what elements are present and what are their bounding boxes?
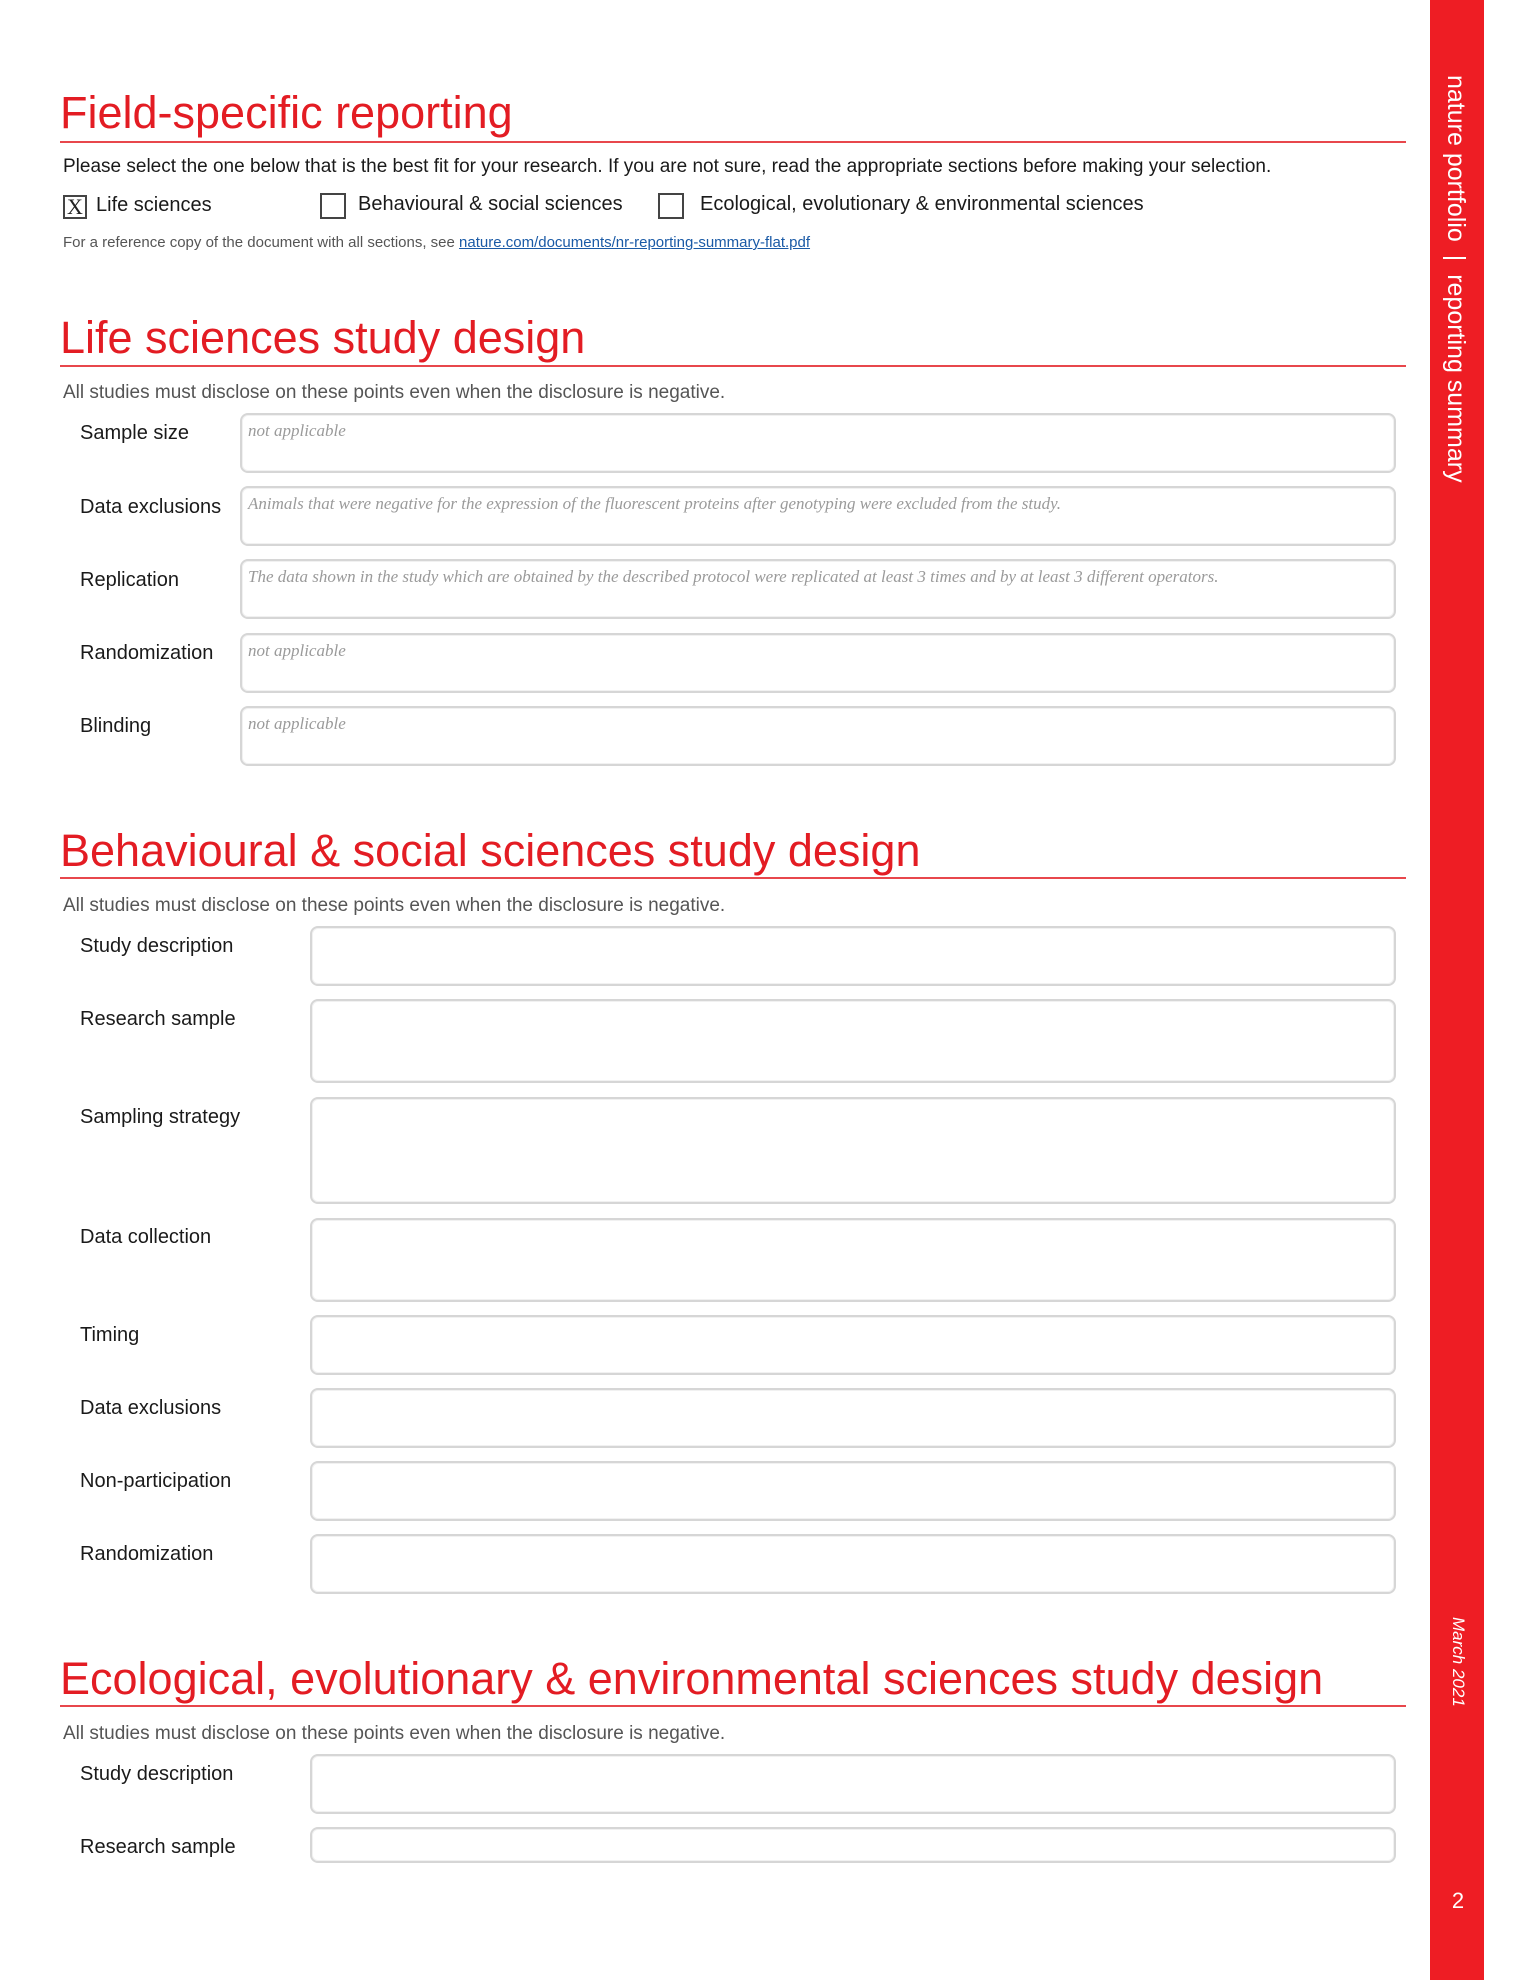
field-label-replication: Replication <box>80 569 179 591</box>
study-description-field[interactable] <box>310 926 1396 986</box>
section-title-ecological: Ecological, evolutionary & environmental sciences study design <box>60 1653 1324 1704</box>
field-label-study-description: Study description <box>80 935 234 957</box>
section-divider <box>60 365 1406 367</box>
field-label-non-participation: Non-participation <box>80 1470 232 1492</box>
field-label-randomization: Randomization <box>80 1543 214 1565</box>
field-label-randomization: Randomization <box>80 642 214 664</box>
field-label-sample-size: Sample size <box>80 422 189 444</box>
data-exclusions-field[interactable] <box>310 1388 1396 1448</box>
section-title-life-sciences: Life sciences study design <box>60 312 586 363</box>
research-sample-field[interactable] <box>310 999 1396 1083</box>
field-label-data-collection: Data collection <box>80 1226 212 1248</box>
checkbox-ecological[interactable] <box>658 193 684 219</box>
disclosure-note: All studies must disclose on these points even when the disclosure is negative. <box>63 1723 726 1744</box>
section-divider <box>60 141 1406 143</box>
field-label-sampling-strategy: Sampling strategy <box>80 1106 241 1128</box>
checkbox-behavioural-social[interactable] <box>320 193 346 219</box>
field-label-timing: Timing <box>80 1324 140 1346</box>
data-exclusions-field[interactable] <box>240 486 1396 546</box>
sidebar-separator: | <box>1442 254 1470 262</box>
reference-link[interactable]: nature.com/documents/nr-reporting-summary-flat.pdf <box>459 234 811 251</box>
page-number: 2 <box>1451 1888 1465 1913</box>
field-label-research-sample: Research sample <box>80 1836 236 1858</box>
instruction-text: Please select the one below that is the best fit for your research. If you are not sure, read the appropriate sections before making your selection. <box>63 156 1272 177</box>
section-divider <box>60 1705 1406 1707</box>
blinding-field[interactable] <box>240 706 1396 766</box>
field-label-study-description: Study description <box>80 1763 234 1785</box>
replication-field[interactable] <box>240 559 1396 619</box>
research-sample-field[interactable] <box>310 1827 1396 1863</box>
brand-name: nature portfolio <box>1442 75 1470 242</box>
disclosure-note: All studies must disclose on these points even when the disclosure is negative. <box>63 382 726 403</box>
option-label-ecological: Ecological, evolutionary & environmental sciences <box>700 193 1144 215</box>
field-value: not applicable <box>248 714 346 733</box>
field-value: not applicable <box>248 641 346 660</box>
sampling-strategy-field[interactable] <box>310 1097 1396 1204</box>
field-label-data-exclusions: Data exclusions <box>80 496 222 518</box>
document-type: reporting summary <box>1442 274 1470 483</box>
field-value: Animals that were negative for the expression of the fluorescent proteins after genotyping were excluded from the study. <box>248 494 1062 513</box>
sample-size-field[interactable] <box>240 413 1396 473</box>
field-label-blinding: Blinding <box>80 715 152 737</box>
sidebar-date: March 2021 <box>1449 1617 1468 1707</box>
randomization-field[interactable] <box>240 633 1396 693</box>
field-value: The data shown in the study which are obtained by the described protocol were replicated at least 3 times and by at least 3 different operators. <box>248 567 1219 586</box>
option-label-behavioural-social: Behavioural & social sciences <box>358 193 623 215</box>
field-value: not applicable <box>248 421 346 440</box>
checkbox-life-sciences[interactable]: X <box>63 195 87 219</box>
option-label-life-sciences: Life sciences <box>96 194 212 216</box>
timing-field[interactable] <box>310 1315 1396 1375</box>
section-divider <box>60 877 1406 879</box>
field-label-research-sample: Research sample <box>80 1008 236 1030</box>
reference-line <box>63 234 810 251</box>
section-title-behavioural: Behavioural & social sciences study design <box>60 825 921 876</box>
field-label-data-exclusions: Data exclusions <box>80 1397 222 1419</box>
sidebar-title <box>1441 75 1470 483</box>
data-collection-field[interactable] <box>310 1218 1396 1302</box>
non-participation-field[interactable] <box>310 1461 1396 1521</box>
disclosure-note: All studies must disclose on these points even when the disclosure is negative. <box>63 895 726 916</box>
randomization-field[interactable] <box>310 1534 1396 1594</box>
section-title-field-specific: Field-specific reporting <box>60 87 513 138</box>
study-description-field[interactable] <box>310 1754 1396 1814</box>
reference-prefix: For a reference copy of the document with all sections, see <box>63 234 455 251</box>
